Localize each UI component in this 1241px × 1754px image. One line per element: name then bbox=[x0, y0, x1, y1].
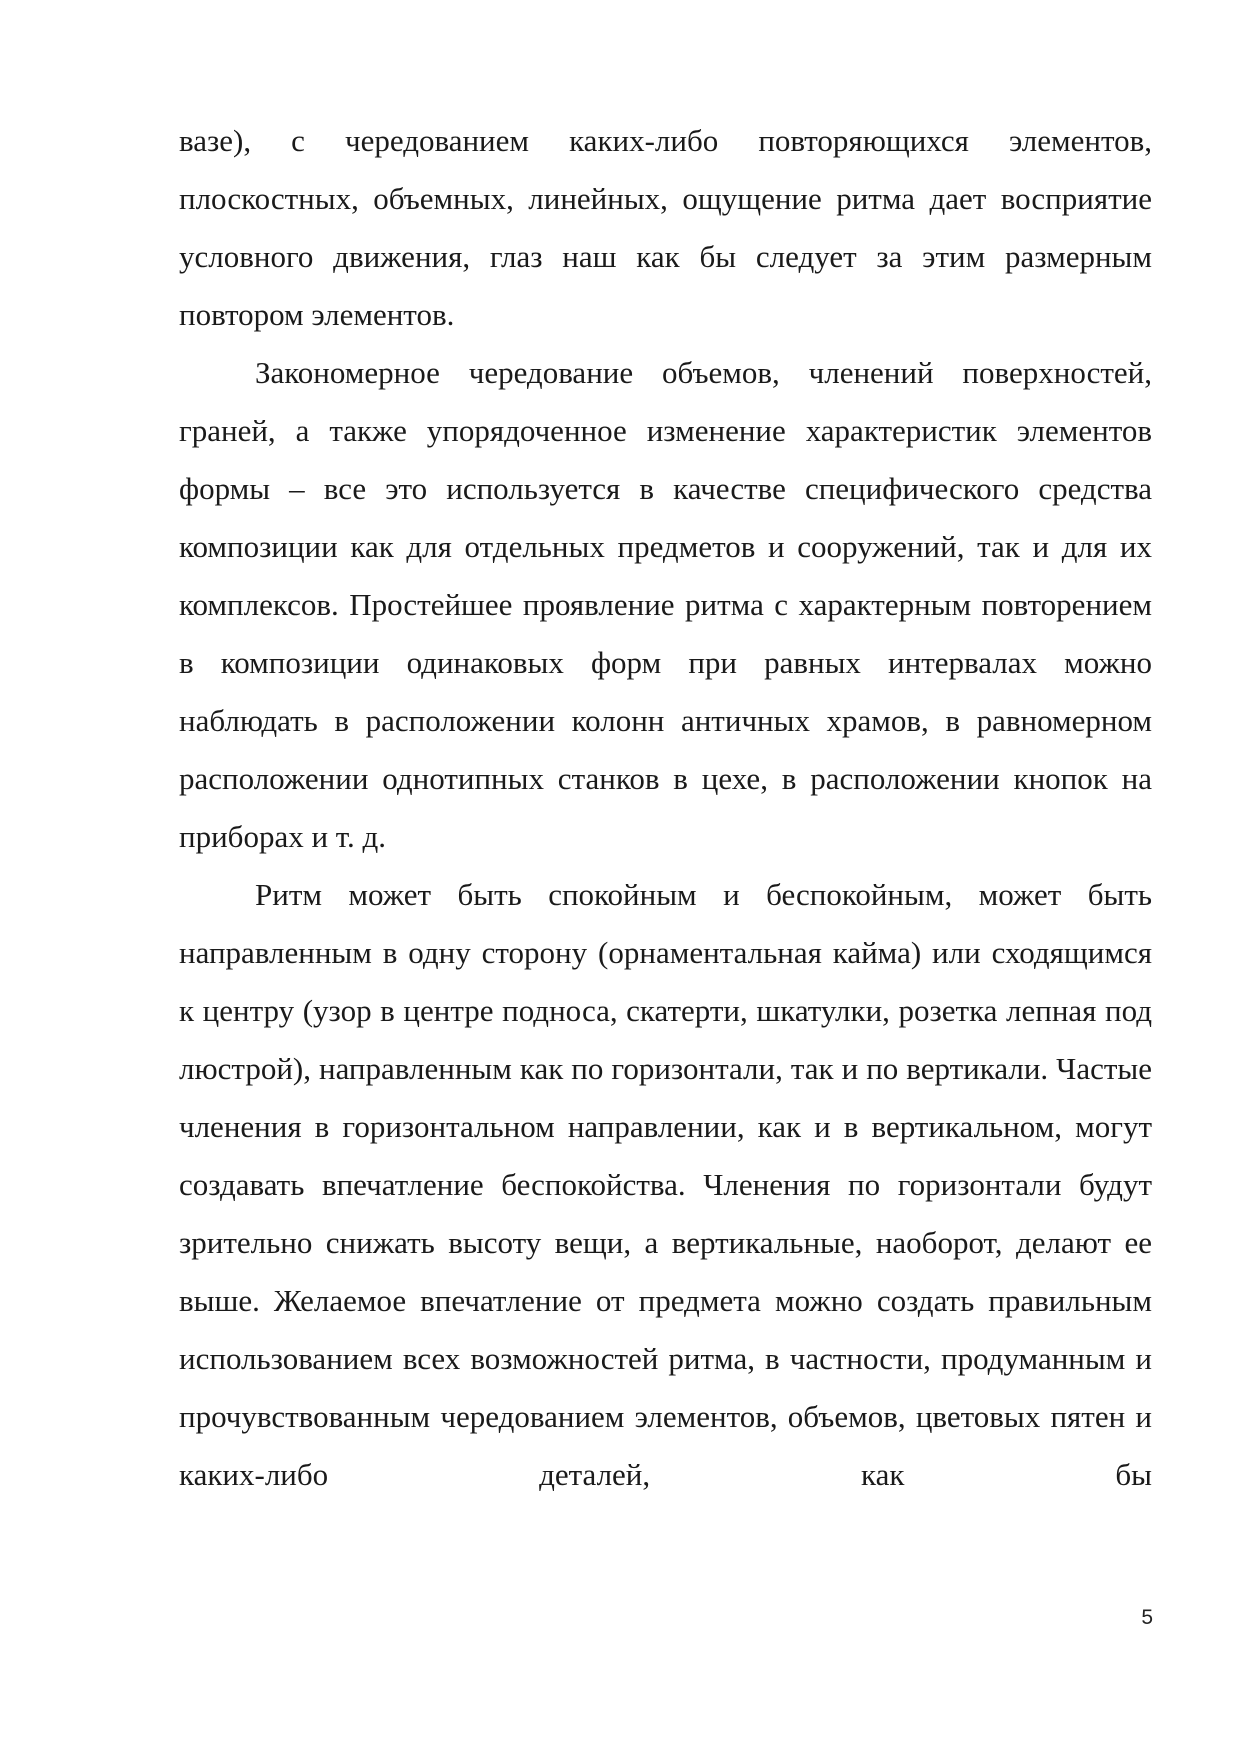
page-number: 5 bbox=[1141, 1606, 1153, 1629]
paragraph-rhythm-alternation: Закономерное чередование объемов, членений поверхностей, граней, а также упорядоченное изменение характеристик элементов формы – все это используется в качестве специфического средства композиции как для отдельных предметов и сооружений, так и для их комплексов. Простейшее проявление ритма с характерным повторением в композиции одинаковых форм при равных интервалах можно наблюдать в расположении колонн античных храмов, в равномерном расположении однотипных станков в цехе, в расположении кнопок на приборах и т. д. bbox=[179, 355, 1152, 854]
paragraph-continuation: вазе), с чередованием каких-либо повторяющихся элементов, плоскостных, объемных, линейных, ощущение ритма дает восприятие условного движения, глаз наш как бы следует за этим размерным повтором элементов. bbox=[179, 123, 1152, 332]
page-text bbox=[179, 112, 1152, 1504]
paragraph-rhythm-types: Ритм может быть спокойным и беспокойным, может быть направленным в одну сторону (орнаментальная кайма) или сходящимся к центру (узор в центре подноса, скатерти, шкатулки, розетка лепная под люстрой), направленным как по горизонтали, так и по вертикали. Частые членения в горизонтальном направлении, как и в вертикальном, могут создавать впечатление беспокойства. Членения по горизонтали будут зрительно снижать высоту вещи, а вертикальные, наоборот, делают ее выше. Желаемое впечатление от предмета можно создать правильным использованием всех возможностей ритма, в частности, продуманным и прочувствованным чередованием элементов, объемов, цветовых пятен и каких-либо деталей, как бы bbox=[179, 877, 1152, 1492]
